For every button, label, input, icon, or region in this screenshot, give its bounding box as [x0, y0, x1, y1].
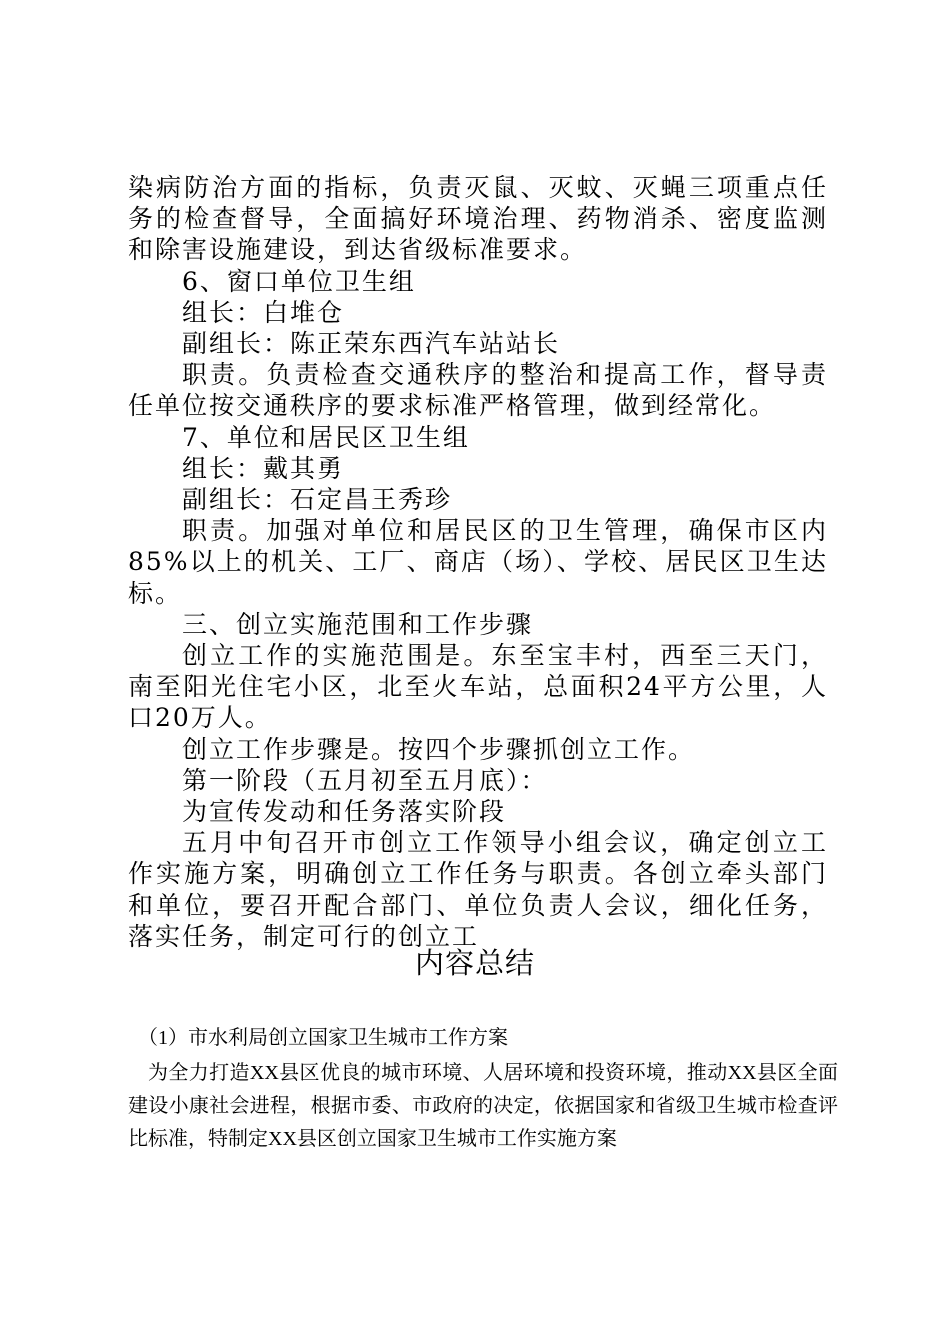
paragraph: 副组长：陈正荣东西汽车站站长: [182, 329, 561, 359]
paragraph: 职责。负责检查交通秩序的整治和提高工作，督导责任单位按交通秩序的要求标准严格管理，做到经常化。: [128, 360, 828, 421]
summary-heading: （1）市水利局创立国家卫生城市工作方案: [138, 1027, 508, 1049]
summary-body: 为全力打造XX县区优良的城市环境、人居环境和投资环境，推动XX县区全面建设小康社会进程，根据市委、市政府的决定，依据国家和省级卫生城市检查评比标准，特制定XX县区创立国家卫生城市工作实施方案: [128, 1062, 838, 1150]
paragraph: 染病防治方面的指标，负责灭鼠、灭蚊、灭蝇三项重点任务的检查督导，全面搞好环境治理、药物消杀、密度监测和除害设施建设，到达省级标准要求。: [128, 173, 828, 265]
document-body: [128, 172, 828, 952]
paragraph: 创立工作的实施范围是。东至宝丰村，西至三天门，南至阳光住宅小区，北至火车站，总面积24平方公里，人口20万人。: [128, 641, 828, 733]
paragraph: 第一阶段（五月初至五月底）：: [182, 765, 548, 795]
paragraph: 职责。加强对单位和居民区的卫生管理，确保市区内85%以上的机关、工厂、商店（场）、学校、居民区卫生达标。: [128, 516, 828, 608]
section-heading: 三、创立实施范围和工作步骤: [182, 609, 534, 639]
paragraph: 创立工作步骤是。按四个步骤抓创立工作。: [182, 734, 696, 764]
paragraph: 组长：戴其勇: [182, 453, 345, 483]
section-heading: 6、窗口单位卫生组: [182, 266, 416, 296]
paragraph: 副组长：石定昌王秀珍: [182, 485, 453, 515]
section-heading: 7、单位和居民区卫生组: [182, 422, 470, 452]
summary-section: [128, 1022, 838, 1156]
paragraph: 五月中旬召开市创立工作领导小组会议，确定创立工作实施方案，明确创立工作任务与职责。各创立牵头部门和单位，要召开配合部门、单位负责人会议，细化任务，落实任务，制定可行的创立工: [128, 828, 828, 951]
paragraph: 组长：白堆仓: [182, 297, 345, 327]
paragraph: 为宣传发动和任务落实阶段: [182, 797, 507, 827]
summary-title: 内容总结: [414, 946, 535, 980]
